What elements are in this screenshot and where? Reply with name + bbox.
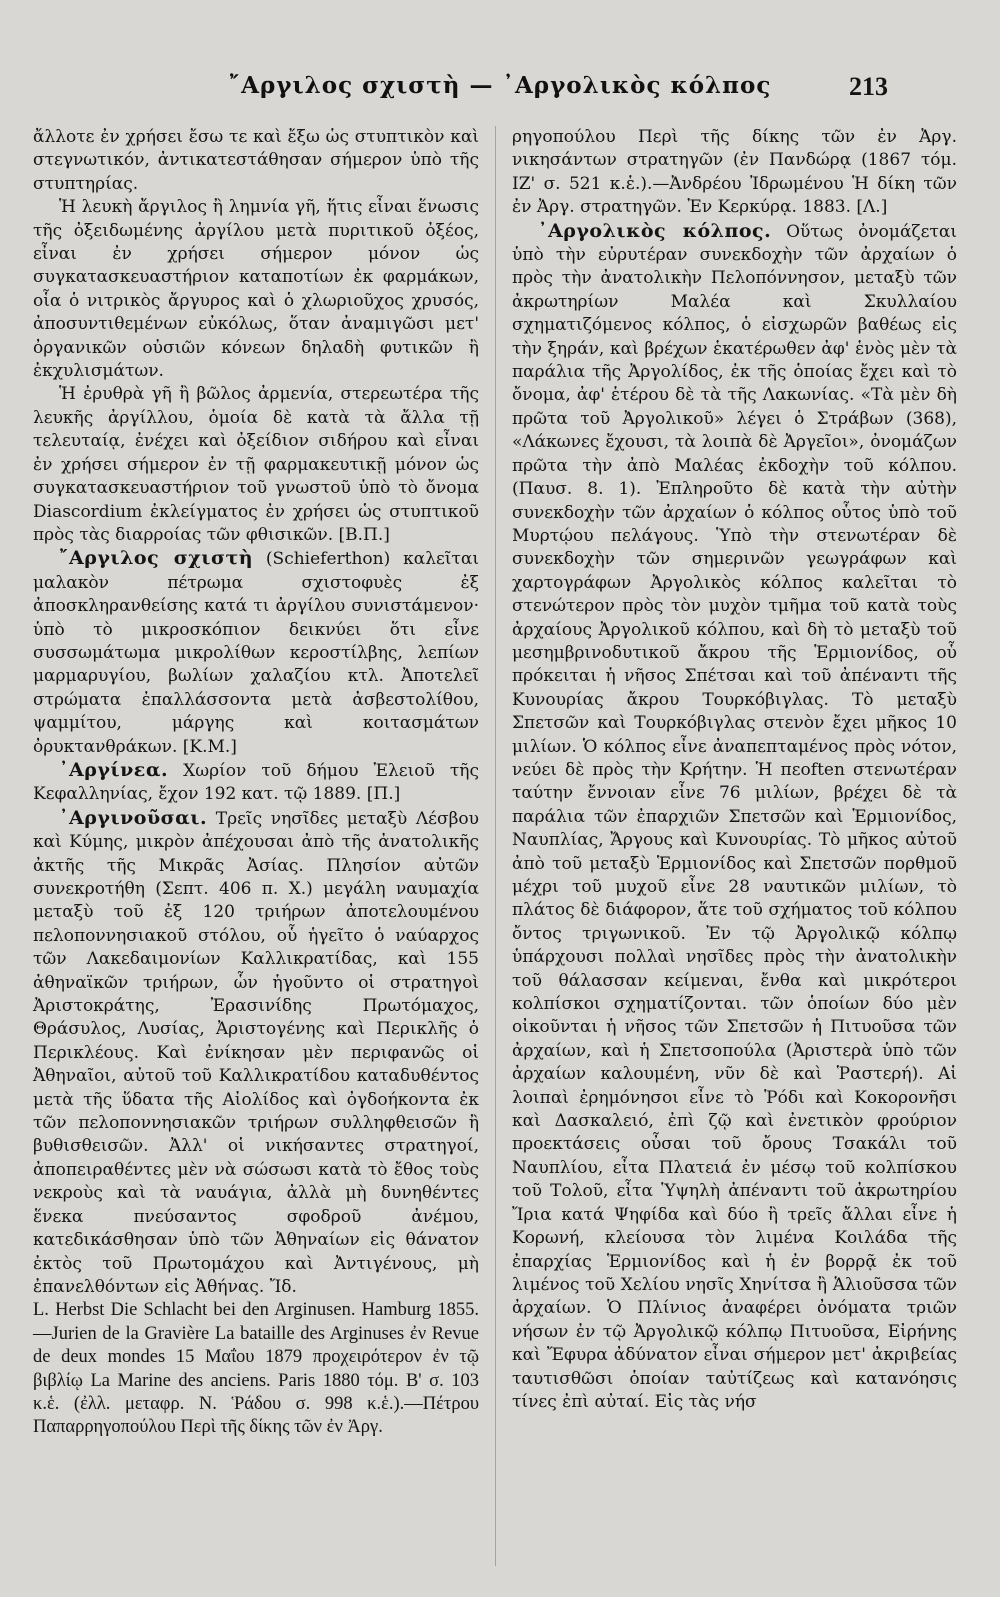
paragraph: ἄλλοτε ἐν χρήσει ἔσω τε καὶ ἔξω ὡς στυπτικὸν καὶ στεγνωτικόν, ἀντικατεστάθησαν σήμερον ὑπὸ τῆς στυπτηρίας. <box>33 127 479 194</box>
entry-headword: ᾿Αργολικὸς κόλπος. <box>538 219 772 242</box>
entry-text: (Schieferthon) καλεῖται μαλακὸν πέτρωμα σχιστοφυὲς ἐξ ἀποσκληρανθείσης κατά τι ἀργίλου συνιστάμενον· ὑπὸ τὸ μικροσκόπιον δεικνύει ὅτι εἶνε συσσωμάτωμα μικρολίθων κεροστίλβης, λεπίων μαρμαρυγίου, βωλίων χαλαζίου κτλ. Ἀποτελεῖ στρώματα ἐπαλλάσσοντα μετὰ ἀσβεστολίθου, ψαμμίτου, μάργης καὶ κοιτασμάτων ὀρυκτανθράκων. [Κ.Μ.] <box>33 549 479 757</box>
paragraph: ρηγοπούλου Περὶ τῆς δίκης τῶν ἐν Ἀργ. νικησάντων στρατηγῶν (ἐν Πανδώρᾳ (1867 τόμ. ΙΖ' σ. 521 κ.ἑ.).—Ἀνδρέου Ἰδρωμένου Ἡ δίκη τῶν ἐν Ἀργ. στρατηγῶν. Ἐν Κερκύρᾳ. 1883. [Λ.] <box>512 127 957 218</box>
dictionary-entry <box>33 807 479 1300</box>
column-divider <box>495 126 496 1566</box>
entry-headword: ῎Αργιλος σχιστὴ <box>59 547 254 570</box>
page-title: ῎Αργιλος σχιστὴ — ᾿Αργολικὸς κόλπος <box>228 72 772 99</box>
page-number: 213 <box>849 72 888 101</box>
bibliography-text: L. Herbst Die Schlacht bei den Arginusen. Hamburg 1855.—Jurien de la Gravière La bataille des Arginuses ἐν Revue de deux mondes 15 Μαΐου 1879 προχειρότερον ἐν τῷ βιβλίῳ La Marine des anciens. Paris 1880 τόμ. Β' σ. 103 κ.ἑ. (ἐλλ. μεταφρ. Ν. Ῥάδου σ. 998 κ.ἑ.).—Πέτρου Παπαρρηγοπούλου Περὶ τῆς δίκης τῶν ἐν Ἀργ. <box>33 1300 479 1438</box>
right-column <box>512 126 957 1414</box>
entry-text: Χωρίον τοῦ δήμου Ἐλειοῦ τῆς Κεφαλληνίας, ἔχον 192 κατ. τῷ 1889. [Π.] <box>33 760 479 805</box>
paragraph: Ἡ ἐρυθρὰ γῆ ἢ βῶλος ἀρμενία, στερεωτέρα τῆς λευκῆς ἀργίλλου, ὁμοία δὲ κατὰ τὰ ἄλλα τῇ τελευταίᾳ, ἐνέχει καὶ ὀξείδιον σιδήρου καὶ εἶναι ἐν χρήσει σήμερον ἐν τῇ φαρμακευτικῇ μόνον ὡς συγκατασκευαστήριον τοῦ γνωστοῦ ὑπὸ τὸ ὄνομα Diascordium ἐκλείγματος ἐν χρήσει ὡς στυπτικοῦ πρὸς τὰς διαρροίας τῶν φθισικῶν. [Β.Π.] <box>33 384 479 545</box>
left-column <box>33 126 479 1440</box>
entry-headword: ᾿Αργίνεα. <box>59 758 169 781</box>
paragraph: Ἡ λευκὴ ἄργιλος ἢ λημνία γῆ, ἥτις εἶναι ἕνωσις τῆς ὀξειδωμένης ἀργίλου μετὰ πυριτικοῦ ὀξέος, εἶναι ἐν χρήσει σήμερον μόνον ὡς συγκατασκευαστήριον καταποτίων ἐκ φαρμάκων, οἷα ὁ νιτρικὸς ἄργυρος καὶ ὁ χλωριοῦχος χρυσός, ἀποσυντιθεμένων εὐκόλως, ὅταν ἀναμιγῶσι μετ' ὀργανικῶν οὐσιῶν κόνεων δηλαδὴ φυτικῶν ἢ ἐκχυλισμάτων. <box>33 197 479 382</box>
entry-headword: ᾿Αργινοῦσαι. <box>59 806 208 829</box>
dictionary-entry <box>33 547 479 759</box>
entry-text: Οὕτως ὀνομάζεται ὑπὸ τὴν εὐρυτέραν συνεκδοχὴν τῶν ἀρχαίων ὁ πρὸς τὴν ἀνατολικὴν Πελοπόννησον, μεταξὺ τῶν ἀκρωτηρίων Μαλέα καὶ Σκυλλαίου σχηματιζόμενος κόλπος, ὁ εἰσχωρῶν βαθέως εἰς τὴν ξηράν, καὶ βρέχων ἑκατέρωθεν ἀφ' ἑνὸς μὲν τὰ παράλια τῆς Ἀργολίδος, ἐκ τῆς ὁποίας ἔχει καὶ τὸ ὄνομα, ἀφ' ἑτέρου δὲ τὰ τῆς Λακωνίας. «Τὰ μὲν δὴ πρῶτα τοῦ Ἀργολικοῦ» λέγει ὁ Στράβων (368), «Λάκωνες ἔχουσι, τὰ λοιπὰ δὲ Ἀργεῖοι», ὀνομάζων πρῶτα τὴν ἀπὸ Μαλέας ἐκδοχὴν τοῦ κόλπου. (Παυσ. 8. 1). Ἐπληροῦτο δὲ κατὰ τὴν αὐτὴν συνεκδοχὴν τῶν ἀρχαίων ὁ κόλπος οὗτος ὑπὸ τοῦ Μυρτῴου πελάγους. Ὑπὸ τὴν στενωτέραν δὲ συνεκδοχὴν τῶν σημερινῶν γεωγράφων καὶ χαρτογράφων Ἀργολικὸς κόλπος καλεῖται τὸ στενώτερον πρὸς τὸν μυχὸν τμῆμα τοῦ κατὰ τοὺς ἀρχαίους Ἀργολικοῦ κόλπου, καὶ δὴ τὸ μεταξὺ τοῦ μεσημβρινοδυτικοῦ ἄκρου τῆς Ἑρμιονίδος, οὗ πρόκειται ἡ νῆσος Σπέτσαι καὶ τοῦ ἀπέναντι τῆς Κυνουρίας ἄκρου Τουρκόβιγλας. Τὸ μεταξὺ Σπετσῶν καὶ Τουρκόβιγλας στενὸν ἔχει μῆκος 10 μιλίων. Ὁ κόλπος εἶνε ἀναπεπταμένος πρὸς νότον, νεύει δὲ πρὸς τὴν Κρήτην. Ἡ πεoften στενωτέραν ταύτην ἔννοιαν εἶνε 76 μιλίων, βρέχει δὲ τὰ παράλια τῶν ἐπαρχιῶν Σπετσῶν καὶ Ἑρμιονίδος, Ναυπλίας, Ἄργους καὶ Κυνουρίας. Τὸ μῆκος αὐτοῦ ἀπὸ τοῦ μεταξὺ Ἑρμιονίδος καὶ Σπετσῶν πορθμοῦ μέχρι τοῦ μυχοῦ εἶνε 28 ναυτικῶν μιλίων, τὸ πλάτος δὲ διάφορον, ἅτε τοῦ σχήματος τοῦ κόλπου ὄντος τριγωνικοῦ. Ἐν τῷ Ἀργολικῷ κόλπῳ ὑπάρχουσι πολλαὶ νησῖδες πρὸς τὴν ἀνατολικὴν τοῦ θάλασσαν κείμεναι, ἔνθα καὶ μικρότεροι κολπίσκοι σχηματίζονται. τῶν ὁποίων δύο μὲν οἰκοῦνται ἡ νῆσος τῶν Σπετσῶν ἡ Πιτυοῦσα τῶν ἀρχαίων, καὶ ἡ Σπετσοπούλα (Ἀριστερὰ ὑπὸ τῶν ἀρχαίων καλουμένη, νῦν δὲ καὶ Ῥαστερή). Αἱ λοιπαὶ ἐρημόνησοι εἶνε τὸ Ῥόδι καὶ Κοκορονῆσι καὶ Δασκαλειό, ἐπὶ ζῷ καὶ ἐνετικὸν φρούριον προεκτάσεις οὖσαι τοῦ ὄρους Τσακάλι τοῦ Ναυπλίου, εἶτα Πλατειά ἐν μέσῳ τοῦ κολπίσκου τοῦ Τολοῦ, εἶτα Ὑψηλὴ ἀπέναντι τοῦ ἀκρωτηρίου Ἴρια κατά Ψηφίδα καὶ δύο ἢ τρεῖς ἄλλαι εἶνε ἡ Κορωνή, κλείουσα τὸν λιμένα Κοιλάδα τῆς ἐπαρχίας Ἑρμιονίδος καὶ ἡ ἐν βορρᾷ ἐκ τοῦ λιμένος τοῦ Χελίου νησῖς Χηνίτσα ἢ Ἁλιοῦσσα τῶν ἀρχαίων. Ὁ Πλίνιος ἀναφέρει ὀνόματα τριῶν νήσων ἐν τῷ Ἀργολικῷ κόλπῳ Πιτυοῦσα, Εἰρήνης καὶ Ἔφυρα ἀδύνατον εἶναι σήμερον μετ' ἀκριβείας ταυτισθῶσι ὁποίαν ταὐτίζεως καὶ κατανόησις τίνες ἐπὶ αὐταί. Εἰς τὰς νήσ <box>512 221 957 1412</box>
entry-text: Τρεῖς νησῖδες μεταξὺ Λέσβου καὶ Κύμης, μικρὸν ἀπέχουσαι ἀπὸ τῆς ἀνατολικῆς ἀκτῆς τῆς Μικρᾶς Ἀσίας. Πλησίον αὐτῶν συνεκροτήθη (Σεπτ. 406 π. Χ.) μεγάλη ναυμαχία μεταξὺ τοῦ ἐξ 120 τριήρων ἀποτελουμένου πελοποννησιακοῦ στόλου, οὗ ἡγεῖτο ὁ ναύαρχος τῶν Λακεδαιμονίων Καλλικρατίδας, καὶ 155 ἀθηναϊκῶν τριήρων, ὧν ἡγοῦντο οἱ στρατηγοὶ Ἀριστοκράτης, Ἐρασινίδης Πρωτόμαχος, Θράσυλος, Λυσίας, Ἀριστογένης καὶ Περικλῆς ὁ Περικλέους. Καὶ ἐνίκησαν μὲν περιφανῶς οἱ Ἀθηναῖοι, αὐτοῦ τοῦ Καλλικρατίδου καταδυθέντος μετὰ τῆς ὕδατα τῆς Αἰολίδος καὶ ὀγδοήκοντα ἐκ τῶν πελοποννησιακῶν τριήρων συλληφθεισῶν ἢ βυθισθεισῶν. Ἀλλ' οἱ νικήσαντες στρατηγοί, ἀποπειραθέντες μὲν νὰ σώσωσι κατὰ τὸ ἔθος τοὺς νεκροὺς καὶ τὰ ναυάγια, ἀλλὰ μὴ δυνηθέντες ἕνεκα πνεύσαντος σφοδροῦ ἀνέμου, κατεδικάσθησαν ὑπὸ τῶν Ἀθηναίων εἰς θάνατον ἐκτὸς τοῦ Πρωτομάχου καὶ Ἀντιγένους, μὴ ἐπανελθόντων εἰς Ἀθήνας. Ἴδ. <box>33 808 479 1297</box>
dictionary-entry <box>512 220 957 1415</box>
dictionary-entry <box>33 759 479 807</box>
running-header <box>0 66 1000 106</box>
